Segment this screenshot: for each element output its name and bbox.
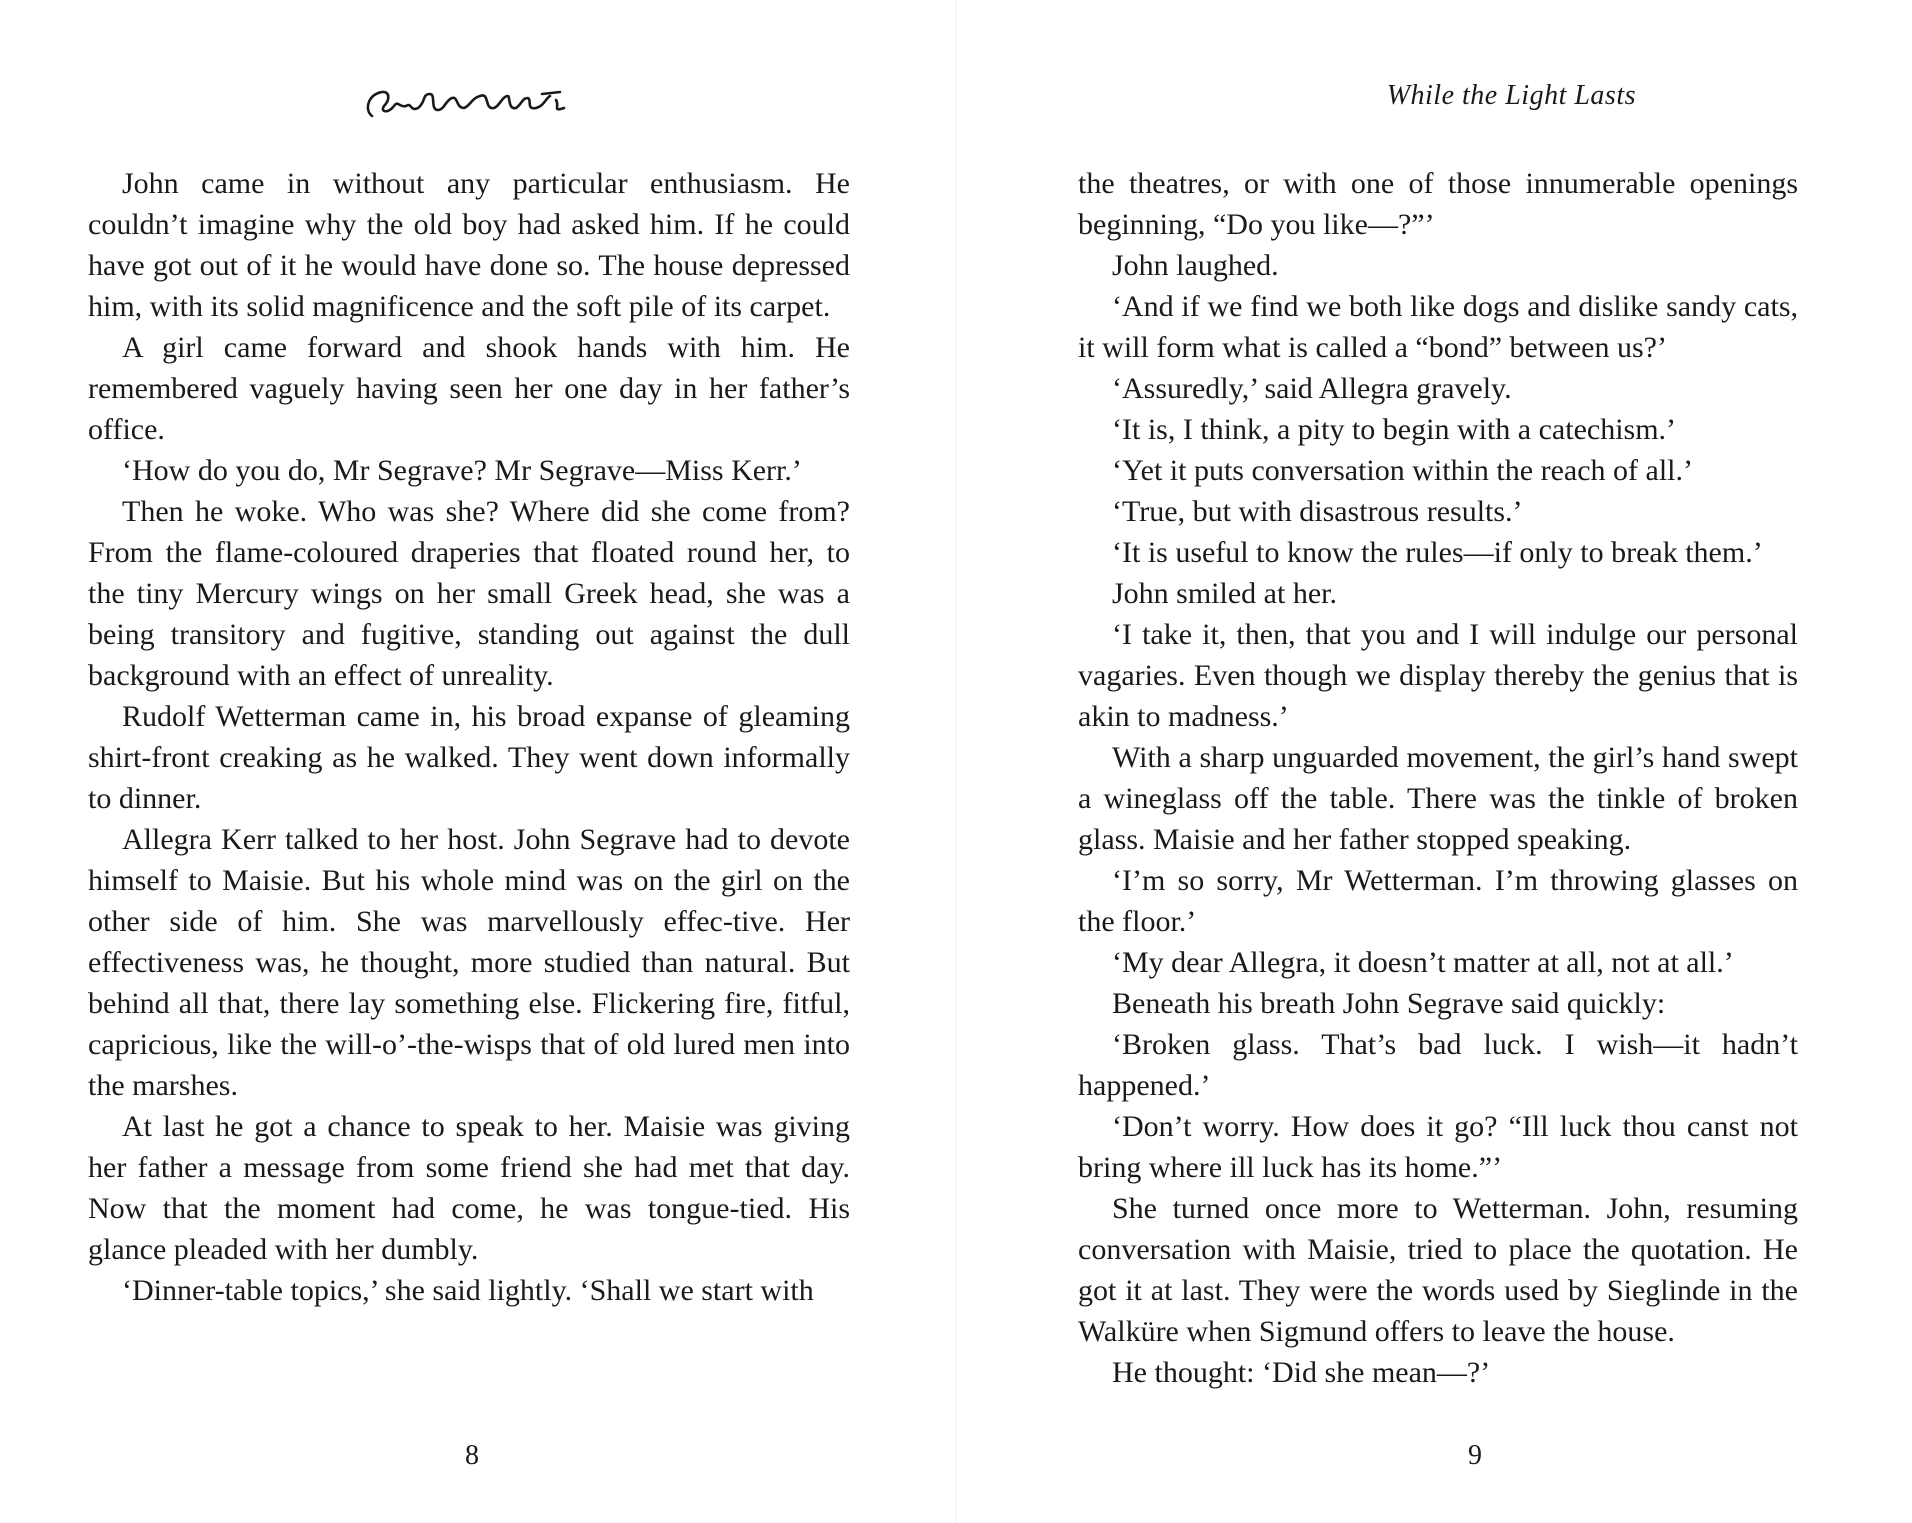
paragraph: ‘True, but with disastrous results.’	[1112, 495, 1523, 528]
signature-icon	[360, 80, 580, 130]
paragraph: With a sharp unguarded movement, the girl’s hand swept a wineglass off the table. There was the tinkle of broken glass. Maisie and her father stopped speaking.	[1078, 741, 1798, 856]
paragraph: ‘Yet it puts conversation within the reach of all.’	[1112, 454, 1693, 487]
paragraph: A girl came forward and shook hands with him. He remembered vaguely having seen her one day in her father’s office.	[88, 331, 850, 446]
paragraph: ‘Assuredly,’ said Allegra gravely.	[1112, 372, 1512, 405]
paragraph: ‘I take it, then, that you and I will indulge our personal vagaries. Even though we display thereby the genius that is akin to madness.’	[1078, 618, 1798, 733]
right-page-text	[1078, 163, 1798, 1393]
page-number: 8	[465, 1440, 479, 1471]
paragraph: John smiled at her.	[1112, 577, 1337, 610]
page-number: 9	[1468, 1440, 1482, 1471]
paragraph: ‘Broken glass. That’s bad luck. I wish—it hadn’t happened.’	[1078, 1028, 1798, 1102]
paragraph: ‘Don’t worry. How does it go? “Ill luck thou canst not bring where ill luck has its home.”’	[1078, 1110, 1798, 1184]
paragraph: She turned once more to Wetterman. John, resuming conversation with Maisie, tried to place the quotation. He got it at last. They were the words used by Sieglinde in the Walküre when Sigmund offers to leave the house.	[1078, 1192, 1798, 1348]
paragraph: ‘It is useful to know the rules—if only to break them.’	[1112, 536, 1763, 569]
right-page	[956, 0, 1912, 1523]
paragraph: ‘I’m so sorry, Mr Wetterman. I’m throwing glasses on the floor.’	[1078, 864, 1798, 938]
paragraph: ‘It is, I think, a pity to begin with a catechism.’	[1112, 413, 1677, 446]
paragraph: At last he got a chance to speak to her. Maisie was giving her father a message from some friend she had met that day. Now that the moment had come, he was tongue-tied. His glance pleaded with her dumbly.	[88, 1110, 850, 1266]
paragraph: Then he woke. Who was she? Where did she come from? From the flame-coloured draperies that floated round her, to the tiny Mercury wings on her small Greek head, she was a being transitory and fugitive, standing out against the dull background with an effect of unreality.	[88, 495, 850, 692]
paragraph: ‘And if we find we both like dogs and dislike sandy cats, it will form what is called a “bond” between us?’	[1078, 290, 1798, 364]
paragraph: Beneath his breath John Segrave said quickly:	[1112, 987, 1666, 1020]
paragraph: ‘My dear Allegra, it doesn’t matter at all, not at all.’	[1112, 946, 1734, 979]
paragraph: John came in without any particular enthusiasm. He couldn’t imagine why the old boy had asked him. If he could have got out of it he would have done so. The house depressed him, with its solid magnificence and the soft pile of its carpet.	[88, 167, 850, 323]
paragraph: John laughed.	[1112, 249, 1279, 282]
author-signature-logo	[360, 80, 580, 130]
left-page-text	[88, 163, 850, 1311]
continued-paragraph: the theatres, or with one of those innumerable openings beginning, “Do you like—?”’	[1078, 167, 1798, 241]
paragraph: He thought: ‘Did she mean—?’	[1112, 1356, 1491, 1389]
paragraph: ‘Dinner-table topics,’ she said lightly. ‘Shall we start with	[122, 1274, 814, 1307]
paragraph: ‘How do you do, Mr Segrave? Mr Segrave—Miss Kerr.’	[122, 454, 802, 487]
paragraph: Allegra Kerr talked to her host. John Segrave had to devote himself to Maisie. But his whole mind was on the girl on the other side of him. She was marvellously effec-tive. Her effectiveness was, he thought, more studied than natural. But behind all that, there lay something else. Flickering fire, fitful, capricious, like the will-o’-the-wisps that of old lured men into the marshes.	[88, 823, 850, 1102]
paragraph: Rudolf Wetterman came in, his broad expanse of gleaming shirt-front creaking as he walked. They went down informally to dinner.	[88, 700, 850, 815]
running-head: While the Light Lasts	[1386, 80, 1636, 111]
